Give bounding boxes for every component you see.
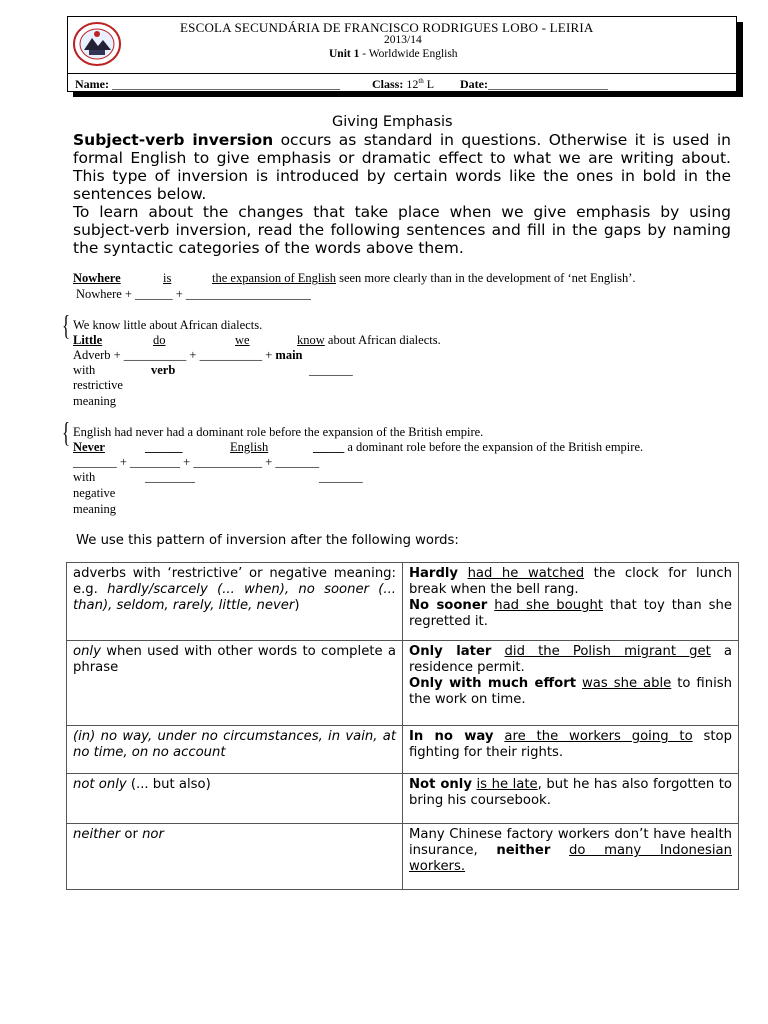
name-blank: ______________________________________ (111, 77, 340, 91)
name-label: Name: (75, 77, 109, 91)
header-divider (67, 73, 737, 74)
table-cell (67, 824, 403, 890)
ex2-brace: { (62, 311, 71, 342)
cell-italic: nor (142, 827, 164, 842)
date-blank: ____________________ (487, 77, 608, 91)
ex1-gap-row[interactable] (76, 287, 311, 302)
ex2-note-verb: verb (151, 363, 176, 377)
date-field[interactable] (460, 77, 608, 92)
cell-italic: neither (73, 827, 121, 842)
ex2-note-restrictive: restrictive (73, 378, 123, 392)
cell-underline: had she bought (494, 598, 604, 613)
intro-line: subject-verb inversion, read the following sentences and fill in the gaps by naming (73, 221, 731, 239)
intro-paragraph (73, 131, 731, 257)
ex2-sentence (297, 333, 441, 348)
ex2-verb-blank[interactable]: _______ (309, 363, 353, 377)
ex2-cat-main: main (275, 348, 303, 362)
intro-line: To learn about the changes that take place when we give emphasis by using (73, 203, 731, 221)
cell-text: or (120, 827, 143, 842)
ex3-gaps[interactable]: _______ + ________ + ___________ + _______ (73, 455, 320, 469)
header-shadow (737, 22, 743, 97)
table-row (67, 824, 739, 890)
ex1-word-is: is (163, 271, 172, 285)
table-cell (403, 563, 739, 641)
unit-label: Unit 1 (329, 48, 360, 60)
ex1-rest: seen more clearly than in the development of ‘net English’. (335, 271, 636, 285)
cell-italic: only (73, 644, 101, 659)
cell-text: stop fighting for their rights. (409, 729, 732, 760)
table-row (67, 726, 739, 774)
class-letter: L (426, 77, 435, 91)
class-field (372, 77, 434, 92)
ex3-sentence (313, 440, 643, 455)
ex1-gaps: + ______ + ____________________ (121, 287, 311, 301)
table-cell (403, 641, 739, 726)
intro-line: sentences below. (73, 185, 207, 203)
ex1-sentence (212, 271, 636, 286)
table-row (67, 641, 739, 726)
ex1-subject: the expansion of English (212, 271, 336, 285)
cell-text: adverbs with ‘restrictive’ or negative meaning: e.g. (73, 566, 396, 597)
ex2-word-little: Little (73, 333, 103, 347)
page-title: Giving Emphasis (332, 114, 453, 130)
table-row (67, 563, 739, 641)
table-cell (67, 774, 403, 824)
table-cell (403, 774, 739, 824)
table-cell (67, 641, 403, 726)
table-cell (403, 726, 739, 774)
cell-bold: Not only (409, 777, 472, 792)
cell-bold: neither (496, 843, 551, 858)
cell-underline: did the Polish migrant get (504, 644, 711, 659)
cell-underline: is he late (476, 777, 538, 792)
ex3-blank-1[interactable]: ______ (145, 440, 183, 454)
ex2-gap-row[interactable] (73, 348, 303, 363)
cell-bold: Hardly (409, 566, 458, 581)
name-field[interactable] (75, 77, 340, 92)
ex2-note-with: with (73, 363, 96, 377)
school-logo-icon (72, 20, 122, 68)
ex2-word-we: we (235, 333, 250, 347)
cell-text: that toy than she regretted it. (409, 598, 732, 629)
ex1-word-nowhere: Nowhere (73, 271, 121, 285)
ex1-cat-1: Nowhere (76, 287, 122, 301)
ex3-word-never: Never (73, 440, 105, 454)
cell-text: a residence permit. (409, 644, 732, 675)
ex3-after-blank[interactable]: _______ (319, 470, 363, 484)
ex3-original: English had never had a dominant role before the expansion of the British empire. (73, 425, 484, 439)
intro-lead: Subject-verb inversion (73, 131, 274, 149)
inversion-table (66, 562, 739, 890)
table-cell (403, 824, 739, 890)
cell-bold: No sooner (409, 598, 488, 613)
cell-underline: was she able (582, 676, 672, 691)
class-label: Class: (372, 77, 404, 91)
unit-heading (329, 48, 458, 60)
ex2-note-meaning: meaning (73, 394, 117, 408)
ex3-note-meaning: meaning (73, 502, 117, 516)
school-name: ESCOLA SECUNDÁRIA DE FRANCISCO RODRIGUES LOBO - LEIRIA (180, 20, 594, 35)
cell-italic: hardly/scarcely (... when), no sooner (... than), seldom, rarely, little, never (73, 582, 396, 613)
cell-bold: In no way (409, 729, 494, 744)
cell-bold: Only with much effort (409, 676, 577, 691)
cell-underline: do many Indonesian workers. (409, 843, 732, 874)
table-row (67, 774, 739, 824)
ex2-gaps: + __________ + __________ + (110, 348, 273, 362)
cell-text: to finish the work on time. (409, 676, 732, 707)
header-shadow (73, 92, 743, 97)
cell-italic: (in) no way, under no circumstances, in vain, at no time, on no account (73, 729, 396, 760)
ex2-word-do: do (153, 333, 166, 347)
ex3-brace: { (62, 418, 71, 449)
date-label: Date: (460, 77, 488, 91)
intro-text: occurs as standard in questions. Otherwise it is used in (273, 131, 731, 149)
intro-line (73, 131, 731, 149)
intro-line: the syntactic categories of the words above them. (73, 239, 464, 257)
ex3-note-negative: negative (73, 486, 116, 500)
intro-line: formal English to give emphasis or dramatic effect to what we are writing about. (73, 149, 731, 167)
cell-underline: are the workers going to (504, 729, 693, 744)
cell-italic: not only (73, 777, 127, 792)
cell-underline: had he watched (467, 566, 585, 581)
pattern-intro: We use this pattern of inversion after the following words: (76, 533, 459, 548)
cell-text: when used with other words to complete a phrase (73, 644, 396, 675)
ex3-blank-2: _____ (313, 440, 345, 454)
class-suffix: th (418, 77, 424, 85)
class-value: 12 (406, 77, 419, 91)
cell-text: , but he has also forgotten to bring his coursebook. (409, 777, 732, 808)
unit-title: - Worldwide English (362, 48, 458, 60)
cell-text: Many Chinese factory workers don’t have health insurance, (409, 827, 732, 858)
ex3-note-with: with (73, 470, 96, 484)
ex3-rest: a dominant role before the expansion of the British empire. (344, 440, 644, 454)
cell-text: ) (294, 598, 300, 613)
ex3-word-english: English (230, 440, 269, 454)
table-cell (67, 726, 403, 774)
ex2-cat-1: Adverb (73, 348, 111, 362)
ex3-with-blank[interactable]: ________ (145, 470, 195, 484)
ex2-original: We know little about African dialects. (73, 318, 263, 332)
intro-line: This type of inversion is introduced by certain words like the ones in bold in the (73, 167, 731, 185)
ex2-word-know: know (297, 333, 325, 347)
cell-text: the clock for lunch break when the bell rang. (409, 566, 732, 597)
school-year: 2013/14 (384, 34, 422, 46)
table-cell (67, 563, 403, 641)
cell-text: (... but also) (126, 777, 211, 792)
ex2-rest: about African dialects. (324, 333, 441, 347)
cell-bold: Only later (409, 644, 492, 659)
